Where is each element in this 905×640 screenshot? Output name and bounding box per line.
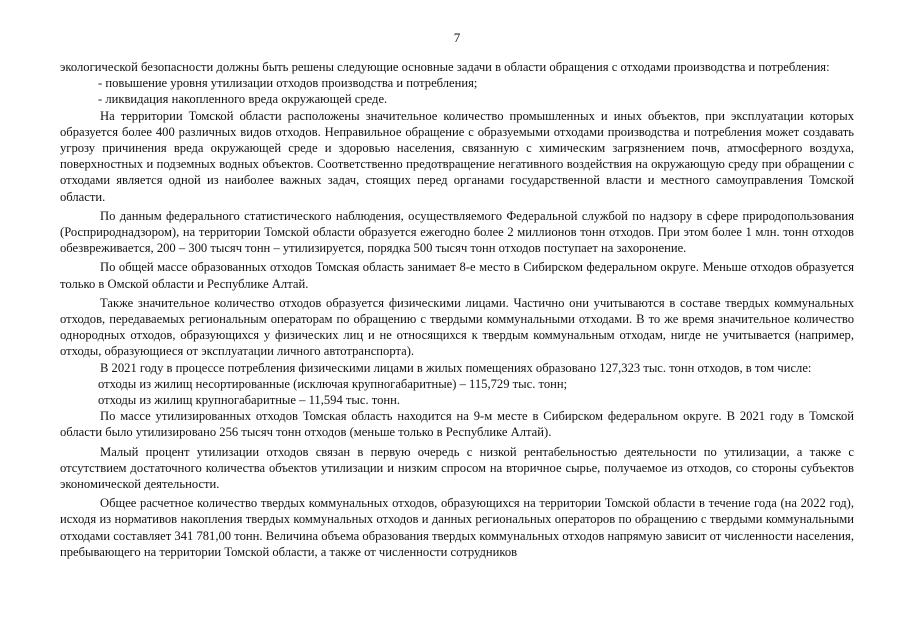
paragraph-low-recycling: Малый процент утилизации отходов связан в первую очередь с низкой рентабельностью деятельности по утилизации, а также с отсутствием достаточного количества объектов утилизации и низким спросом на вторичное сырье, получаемое из отходов, со стороны субъектов экономической деятельности. — [60, 444, 854, 492]
list-item-unsorted-waste: отходы из жилищ несортированные (исключая крупногабаритные) – 115,729 тыс. тонн; — [98, 376, 568, 391]
paragraph-industrial-objects: На территории Томской области расположены значительное количество промышленных и иных объектов, при эксплуатации которых образуется более 400 различных видов отходов. Неправильное обращение с образуемыми отходами производства и потребления может создавать угрозу причинения вреда окружающей среде и здоровью населения, связанную с химическим загрязнением почв, атмосферного воздуха, поверхностных и подземных водных объектов. Соответственно предотвращение негативного воздействия на окружающую среду при обращении с отходами является одной из наиболее важных задач, стоящих перед органами государственной власти и местного самоуправления Томской области. — [60, 108, 854, 204]
paragraph-individual-waste: Также значительное количество отходов образуется физическими лицами. Частично они учитываются в составе твердых коммунальных отходов, передаваемых региональным операторам по обращению с твердыми коммунальными отходами. В то же время значительное количество однородных отходов, образующихся у физических лиц и не относящихся к твердым коммунальным отходам, нигде не учитывается (например, отходы, образующиеся от эксплуатации личного автотранспорта). — [60, 295, 854, 359]
list-item-bulky-waste: отходы из жилищ крупногабаритные – 11,594 тыс. тонн. — [98, 393, 401, 408]
body-text — [60, 59, 854, 560]
paragraph-region-ranking: По общей массе образованных отходов Томская область занимает 8-е место в Сибирском федеральном округе. Меньше отходов образуется только в Омской области и Республике Алтай. — [60, 260, 854, 291]
paragraph-2021-consumption: В 2021 году в процессе потребления физическими лицами в жилых помещениях образовано 127,323 тыс. тонн отходов, в том числе: — [100, 360, 812, 375]
list-item-recycling: - повышение уровня утилизации отходов производства и потребления; — [98, 76, 478, 91]
paragraph-msw-total: Общее расчетное количество твердых коммунальных отходов, образующихся на территории Томской области в течение года (на 2022 год), исходя из нормативов накопления твердых коммунальных отходов и данных региональных операторов по обращению с твердыми коммунальными отходами составляет 341 781,00 тонн. Величина объема образования твердых коммунальных отходов напрямую зависит от численности населения, пребывающего на территории Томской области, а также от численности сотрудников — [60, 496, 854, 559]
paragraph-tasks-intro: экологической безопасности должны быть решены следующие основные задачи в области обращения с отходами производства и потребления: — [60, 60, 830, 74]
paragraph-federal-statistics: По данным федерального статистического наблюдения, осуществляемого Федеральной службой по надзору в сфере природопользования (Росприроднадзором), на территории Томской области образуется ежегодно более 2 миллионов тонн отходов. При этом более 1 млн. тонн отходов обезвреживается, 200 – 300 тысяч тонн – утилизируется, порядка 500 тысяч тонн отходов поступает на захоронение. — [60, 208, 854, 256]
page-number: 7 — [453, 30, 461, 45]
list-item-harm-elimination: - ликвидация накопленного вреда окружающей среде. — [98, 92, 388, 107]
paragraph-recycled-mass: По массе утилизированных отходов Томская область находится на 9-м месте в Сибирском федеральном округе. В 2021 году в Томской области было утилизировано 256 тысяч тонн отходов (меньше только в Республике Алтай). — [60, 409, 854, 440]
